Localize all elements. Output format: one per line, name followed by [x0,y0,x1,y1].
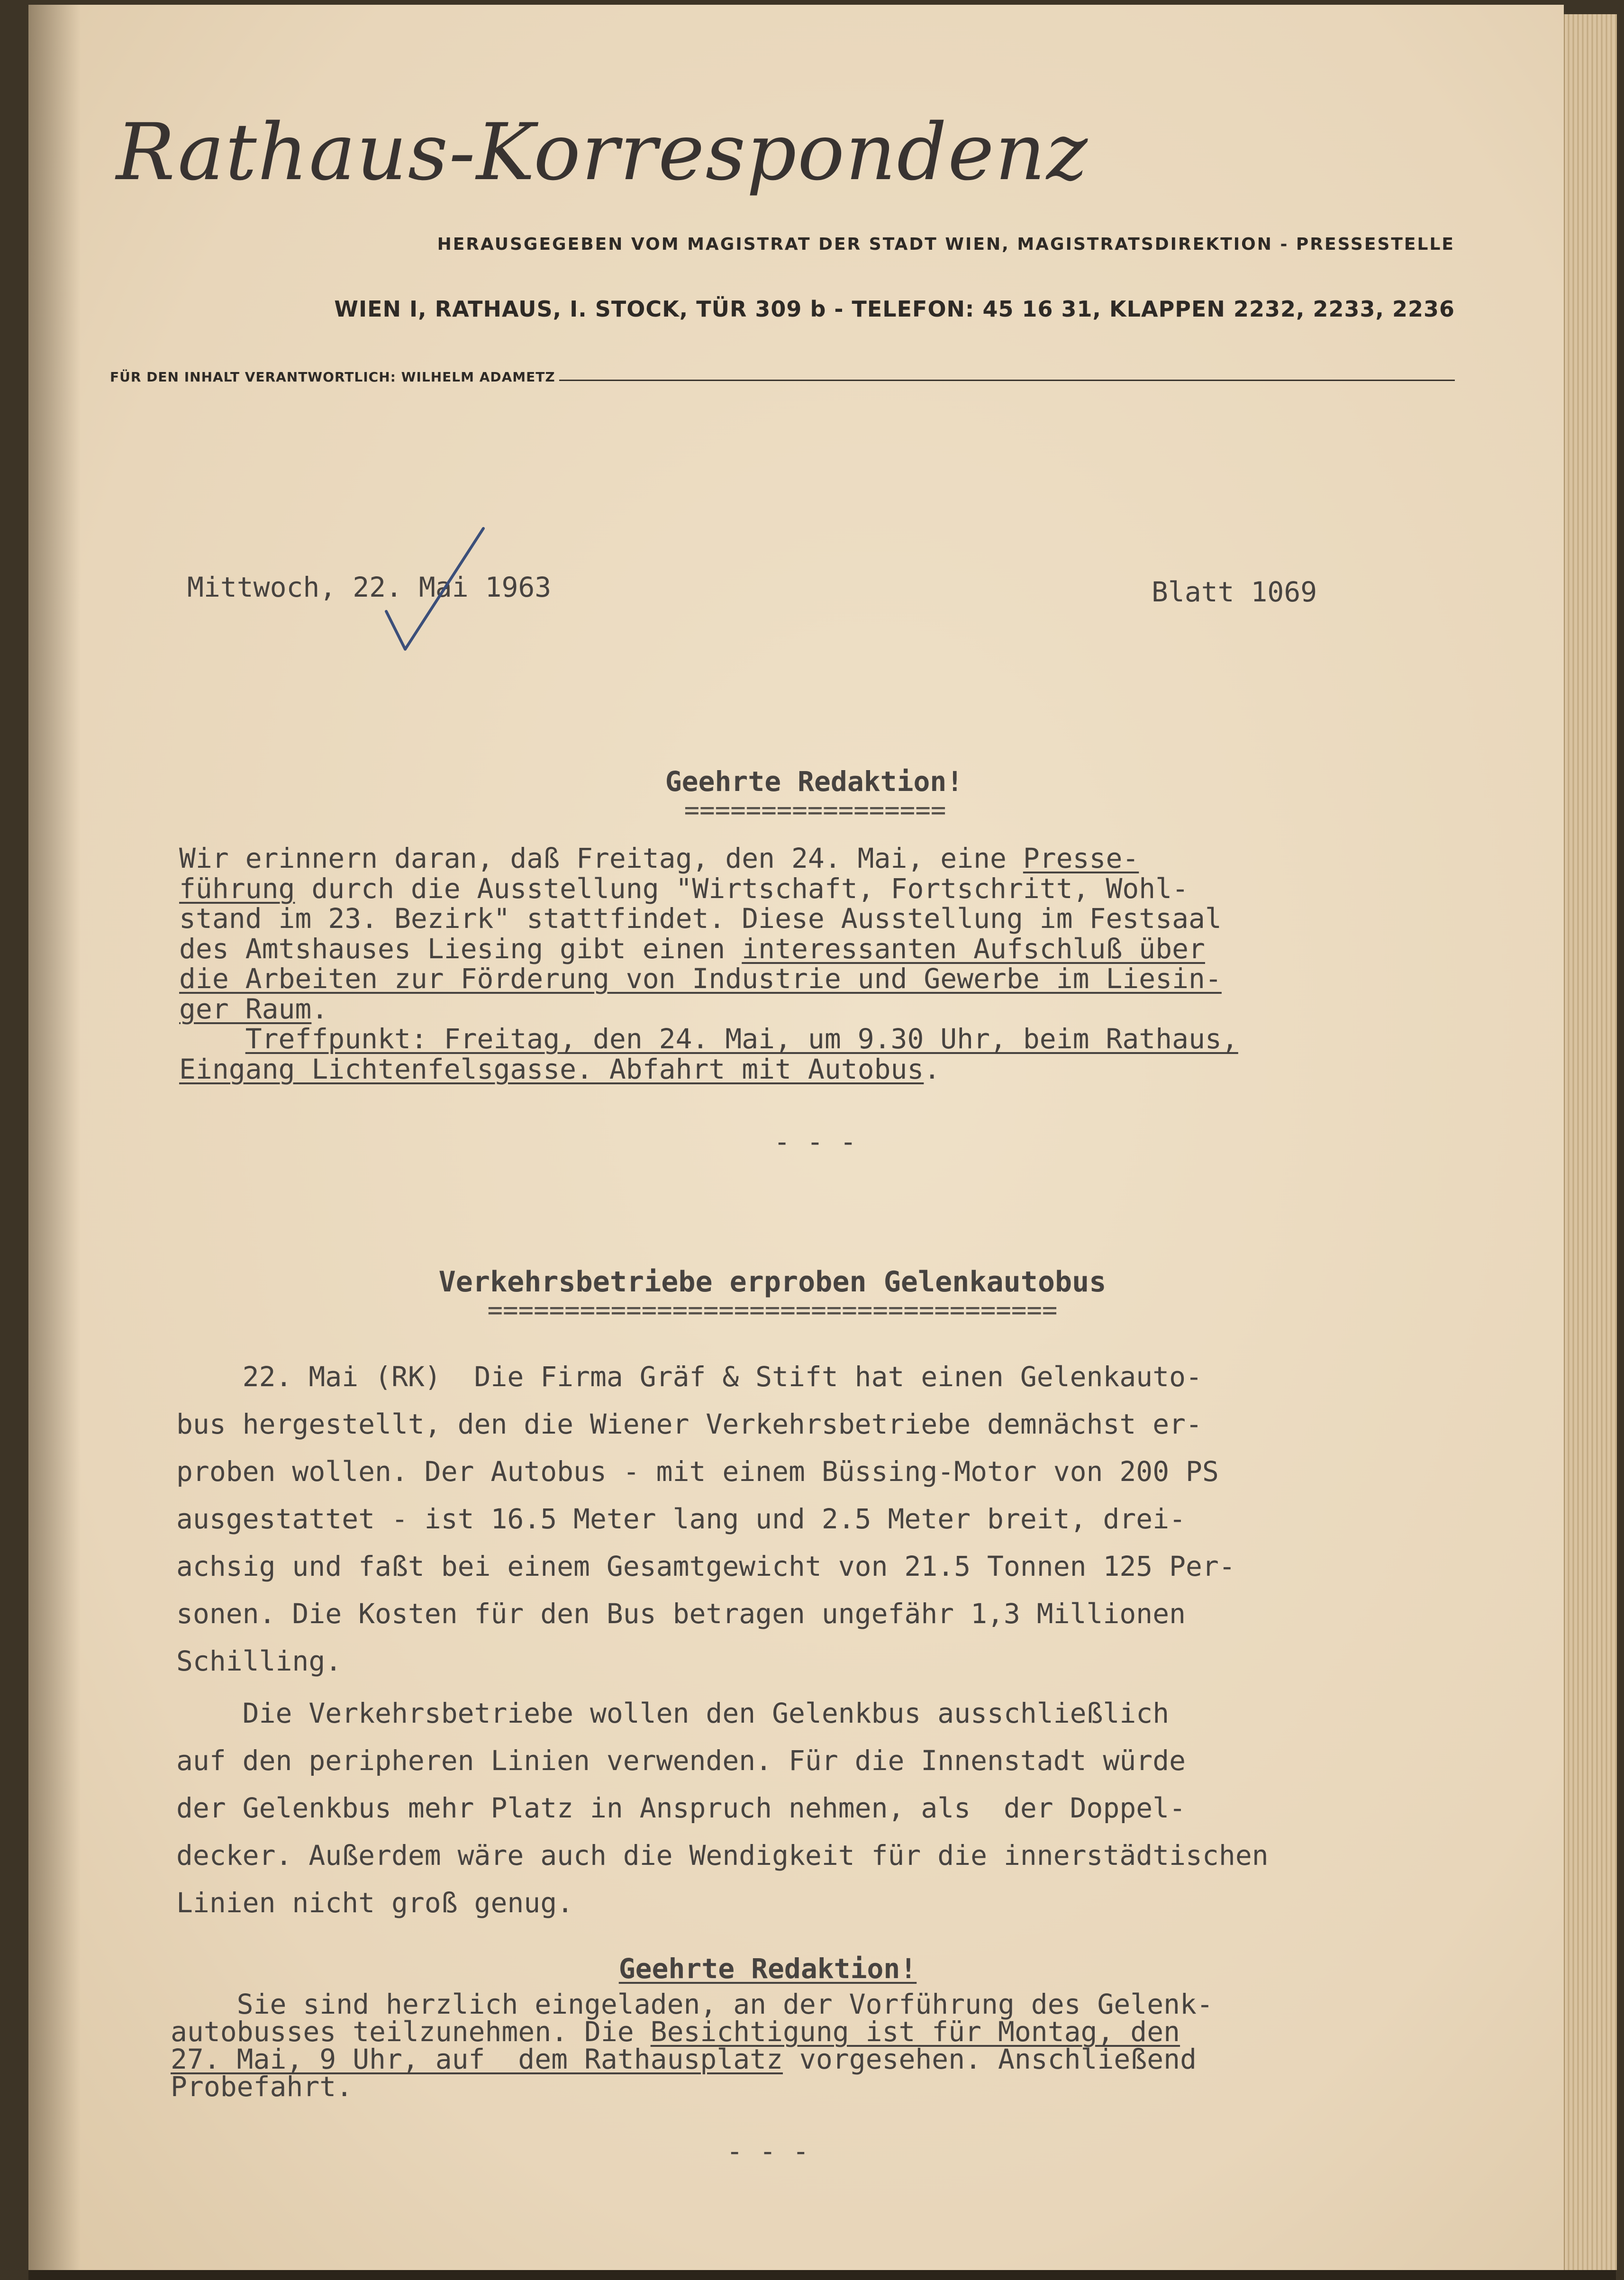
article-line: achsig und faßt bei einem Gesamtgewicht von 21.5 Tonnen 125 Per- [176,1550,1235,1582]
document-page [28,5,1564,2270]
notice-line: Wir erinnern daran, daß Freitag, den 24. Mai, eine Presse- [179,842,1139,874]
notice-line: Sie sind herzlich eingeladen, an der Vorführung des Gelenk- [171,1988,1213,2020]
responsible-editor-row [110,364,1455,385]
heading-double-rule: ================= [684,795,946,825]
responsible-rule [559,380,1455,381]
binding-bottom [28,2270,1616,2280]
checkmark-icon [377,524,500,661]
masthead-address: WIEN I, RATHAUS, I. STOCK, TÜR 309 b - TELEFON: 45 16 31, KLAPPEN 2232, 2233, 2236 [334,296,1455,322]
responsible-editor: FÜR DEN INHALT VERANTWORTLICH: WILHELM ADAMETZ [110,369,555,385]
article-heading: Verkehrsbetriebe erproben Gelenkautobus [438,1265,1107,1299]
sheet-number: Blatt 1069 [1152,576,1317,608]
article-paragraph [176,1353,1235,1685]
article-line: sonen. Die Kosten für den Bus betragen ungefähr 1,3 Millionen [176,1598,1186,1630]
article-line: der Gelenkbus mehr Platz in Anspruch nehmen, als der Doppel- [176,1792,1186,1824]
notice-line: ger Raum. [179,992,328,1025]
notice-line: führung durch die Ausstellung "Wirtschaft, Fortschritt, Wohl- [179,872,1189,905]
article-line: proben wollen. Der Autobus - mit einem Büssing-Motor von 200 PS [176,1455,1219,1488]
notice-heading: Geehrte Redaktion! [618,1953,917,1985]
notice-heading: Geehrte Redaktion! [665,765,963,798]
notice-line: 27. Mai, 9 Uhr, auf dem Rathausplatz vorgesehen. Anschließend [171,2043,1197,2075]
notice-line: des Amtshauses Liesing gibt einen interessanten Aufschluß über [179,932,1205,965]
issue-date: Mittwoch, 22. Mai 1963 [187,571,552,603]
article-line: Die Verkehrsbetriebe wollen den Gelenkbus ausschließlich [176,1697,1170,1729]
notice-body [171,1988,1213,2103]
article-line: Schilling. [176,1645,342,1677]
heading-double-rule: ===================================== [487,1295,1058,1325]
article-line: bus hergestellt, den die Wiener Verkehrsbetriebe demnächst er- [176,1408,1202,1440]
notice-line: stand im 23. Bezirk" stattfindet. Diese Ausstellung im Festsaal [179,902,1222,935]
notice-line: die Arbeiten zur Förderung von Industrie und Gewerbe im Liesin- [179,963,1222,995]
notice-line: Probefahrt. [171,2071,353,2103]
notice-line: Treffpunkt: Freitag, den 24. Mai, um 9.30 Uhr, beim Rathaus, [245,1023,1238,1055]
section-divider: - - - [726,2135,809,2167]
article-line: Linien nicht groß genug. [176,1887,574,1919]
notice-line: autobusses teilzunehmen. Die Besichtigung ist für Montag, den [171,2016,1180,2048]
notice-body [179,844,1238,1084]
notice-line: Eingang Lichtenfelsgasse. Abfahrt mit Autobus. [179,1053,941,1085]
masthead-title: Rathaus-Korrespondenz [116,107,1089,198]
masthead-publisher: HERAUSGEGEBEN VOM MAGISTRAT DER STADT WIEN, MAGISTRATSDIREKTION - PRESSESTELLE [437,235,1455,254]
article-line: decker. Außerdem wäre auch die Wendigkeit für die innerstädtischen [176,1839,1269,1871]
article-paragraph [176,1690,1269,1926]
article-line: auf den peripheren Linien verwenden. Für die Innenstadt würde [176,1744,1186,1777]
article-line: 22. Mai (RK) Die Firma Gräf & Stift hat einen Gelenkauto- [176,1361,1202,1393]
article-line: ausgestattet - ist 16.5 Meter lang und 2.5 Meter breit, drei- [176,1503,1186,1535]
section-divider: - - - [773,1126,857,1158]
page-edge-stack [1564,14,1617,2270]
